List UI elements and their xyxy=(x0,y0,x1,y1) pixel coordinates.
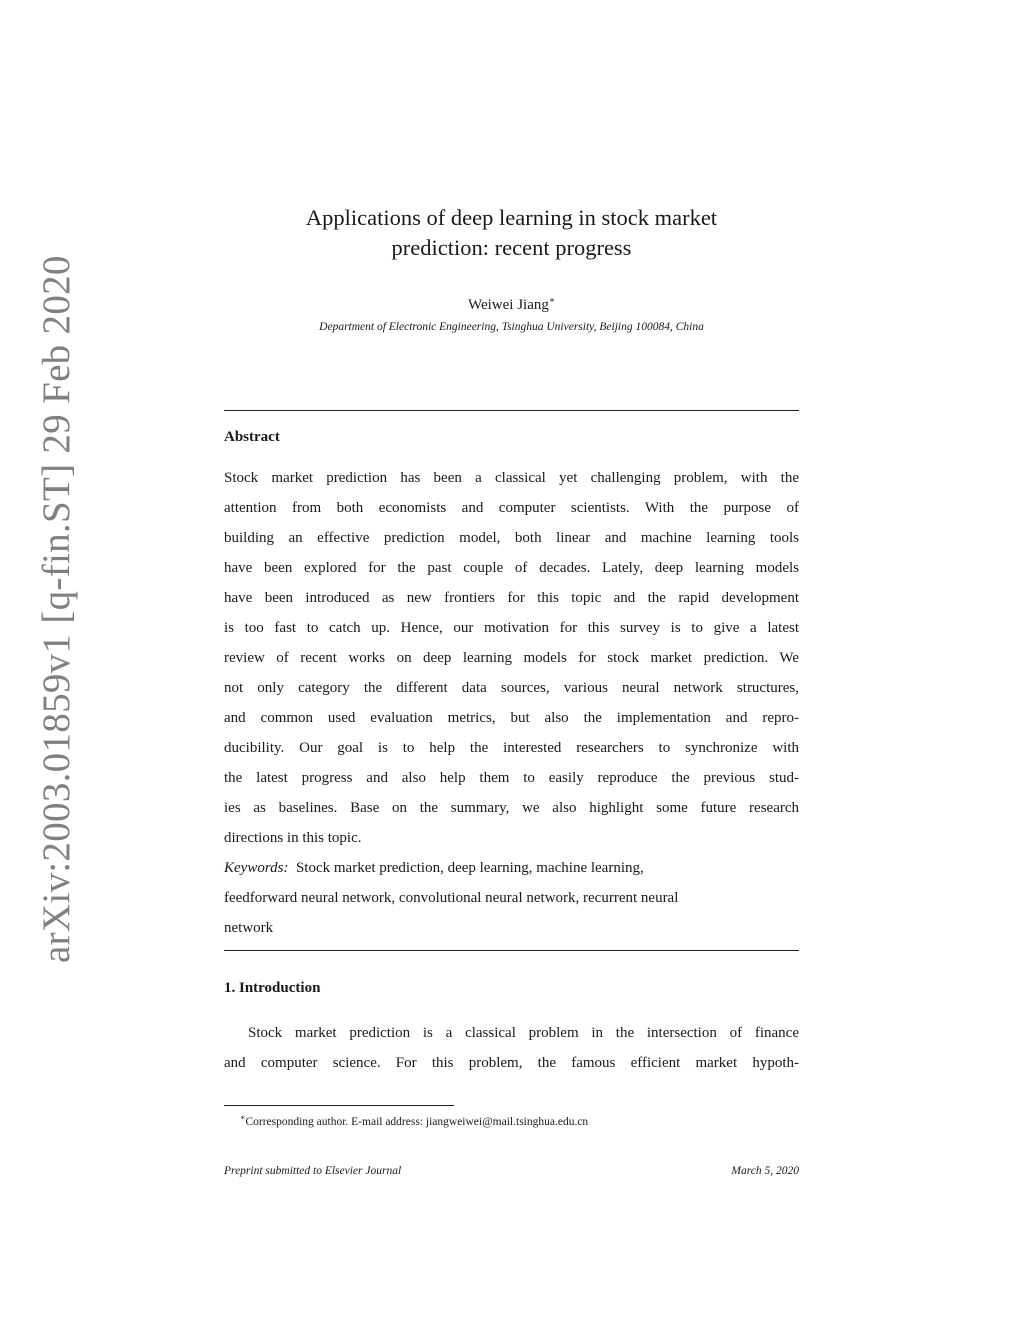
abstract-line: ducibility. Our goal is to help the interested researchers to synchronize with xyxy=(224,740,799,756)
abstract-heading: Abstract xyxy=(224,429,280,445)
paper-title-line-2: prediction: recent progress xyxy=(391,235,632,260)
abstract-bottom-rule xyxy=(224,950,799,951)
footer-preprint-note: Preprint submitted to Elsevier Journal xyxy=(224,1165,402,1177)
abstract-line: review of recent works on deep learning models for stock market prediction. We xyxy=(224,650,799,666)
paper-title xyxy=(224,203,799,263)
abstract-body xyxy=(224,463,799,943)
abstract-line: attention from both economists and computer scientists. With the purpose of xyxy=(224,500,799,516)
footer-date: March 5, 2020 xyxy=(731,1165,799,1177)
keywords-text-1: Stock market prediction, deep learning, machine learning, xyxy=(295,860,644,876)
introduction-line: and computer science. For this problem, the famous efficient market hypoth- xyxy=(224,1055,799,1071)
footnote-text: Corresponding author. E-mail address: jiangweiwei@mail.tsinghua.edu.cn xyxy=(245,1115,589,1128)
paper-title-line-1: Applications of deep learning in stock market xyxy=(305,205,718,230)
abstract-line: and common used evaluation metrics, but also the implementation and repro- xyxy=(224,710,799,726)
arxiv-identifier-stamp: arXiv:2003.01859v1 [q-fin.ST] 29 Feb 2020 xyxy=(35,255,78,963)
abstract-line: have been introduced as new frontiers for this topic and the rapid development xyxy=(224,590,799,606)
abstract-line: Stock market prediction has been a classical yet challenging problem, with the xyxy=(224,470,799,486)
introduction-body xyxy=(224,1018,799,1078)
author-block xyxy=(224,290,799,315)
abstract-top-rule xyxy=(224,410,799,411)
abstract-line: the latest progress and also help them to easily reproduce the previous stud- xyxy=(224,770,799,786)
footnote-marker: ∗ xyxy=(240,1113,246,1122)
author-name: Weiwei Jiang xyxy=(468,297,549,313)
abstract-line: building an effective prediction model, both linear and machine learning tools xyxy=(224,530,799,546)
introduction-line: Stock market prediction is a classical problem in the intersection of finance xyxy=(248,1025,799,1041)
footnote xyxy=(240,1110,588,1130)
abstract-line: directions in this topic. xyxy=(224,830,362,846)
abstract-line: ies as baselines. Base on the summary, we also highlight some future research xyxy=(224,800,799,816)
keywords-line-1 xyxy=(224,853,799,883)
keywords-line-2: feedforward neural network, convolutional neural network, recurrent neural xyxy=(224,890,679,906)
section-heading-introduction: 1. Introduction xyxy=(224,980,321,996)
abstract-line: have been explored for the past couple of decades. Lately, deep learning models xyxy=(224,560,799,576)
author-affiliation: Department of Electronic Engineering, Tsinghua University, Beijing 100084, China xyxy=(319,321,704,333)
footnote-rule xyxy=(224,1105,454,1106)
abstract-line: is too fast to catch up. Hence, our motivation for this survey is to give a latest xyxy=(224,620,799,636)
keywords-label: Keywords: xyxy=(224,860,289,876)
author-footnote-marker: ∗ xyxy=(548,295,555,305)
abstract-line: not only category the different data sources, various neural network structures, xyxy=(224,680,799,696)
keywords-line-3: network xyxy=(224,920,274,936)
